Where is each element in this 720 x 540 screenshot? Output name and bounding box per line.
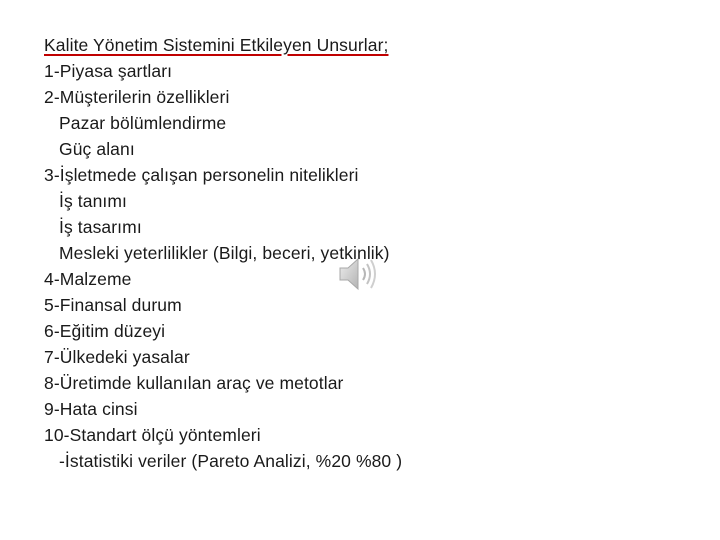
sub-item-guc: Güç alanı (59, 139, 135, 159)
list-item-8: 8-Üretimde kullanılan araç ve metotlar (44, 373, 344, 393)
slide-title: Kalite Yönetim Sistemini Etkileyen Unsurlar; (44, 35, 389, 55)
sub-item-mesleki: Mesleki yeterlilikler (Bilgi, beceri, yetkinlik) (59, 243, 390, 263)
list-item-4: 4-Malzeme (44, 269, 132, 289)
sub-item-istatistik: -İstatistiki veriler (Pareto Analizi, %20 %80 ) (59, 451, 403, 471)
list-item-3: 3-İşletmede çalışan personelin nitelikleri (44, 165, 359, 185)
list-item-5: 5-Finansal durum (44, 295, 182, 315)
list-item-7: 7-Ülkedeki yasalar (44, 347, 190, 367)
list-item-10: 10-Standart ölçü yöntemleri (44, 425, 261, 445)
sub-item-is-tanimi: İş tanımı (59, 191, 128, 211)
sub-item-is-tasarimi: İş tasarımı (59, 217, 142, 237)
list-item-2: 2-Müşterilerin özellikleri (44, 87, 230, 107)
list-item-6: 6-Eğitim düzeyi (44, 321, 166, 341)
speaker-icon[interactable] (336, 254, 384, 294)
list-item-1: 1-Piyasa şartları (44, 61, 173, 81)
slide-content (44, 32, 684, 474)
list-item-9: 9-Hata cinsi (44, 399, 138, 419)
sub-item-pazar: Pazar bölümlendirme (59, 113, 227, 133)
